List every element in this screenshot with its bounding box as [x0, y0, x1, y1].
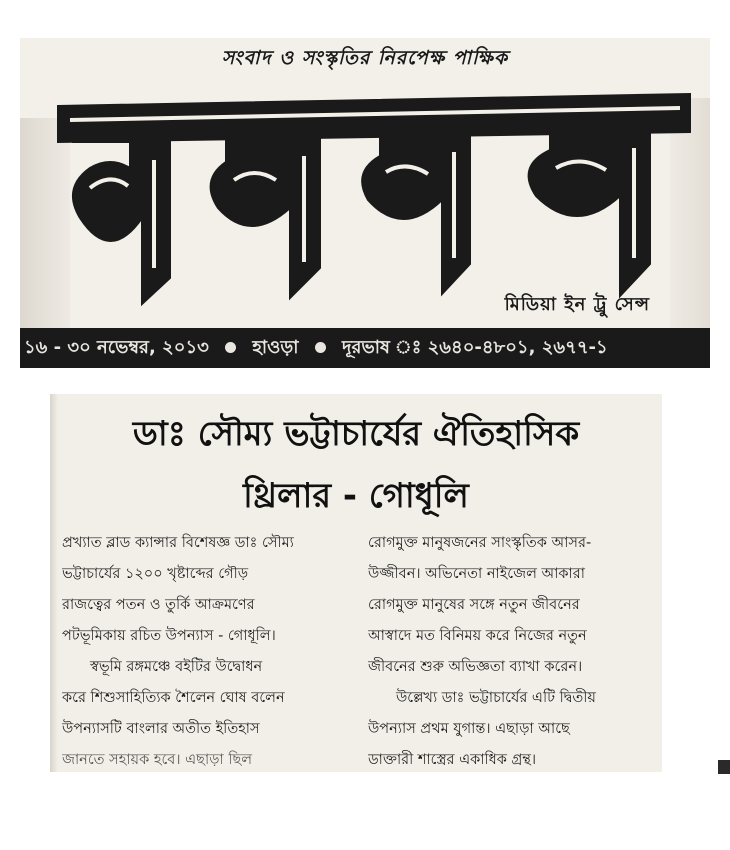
article-line: রোগমুক্ত মানুষের সঙ্গে নতুন জীবনের: [368, 597, 580, 613]
article-line: ডাক্তারী শাস্ত্রের একাধিক গ্রন্থ।: [368, 752, 537, 768]
article-line: উজ্জীবন। অভিনেতা নাইজেল আকারা: [368, 566, 585, 582]
masthead-subtagline: মিডিয়া ইন ট্রু সেন্স: [504, 294, 650, 315]
dateline-band: [20, 328, 710, 368]
article-column-left: [62, 528, 344, 772]
article-line: রাজত্বের পতন ও তুর্কি আক্রমণের: [62, 597, 255, 613]
article-headline-line-2: থ্রিলার - গোধূলি: [243, 476, 469, 516]
article-line: উল্লেখ্য ডাঃ ভট্টাচার্যের এটি দ্বিতীয়: [396, 690, 596, 706]
article-line: উপন্যাস প্রথম যুগান্ত। এছাড়া আছে: [368, 721, 570, 737]
article-clipping: [50, 394, 662, 772]
masthead-clipping: [20, 38, 710, 368]
newspaper-logo: [50, 68, 700, 308]
bullet-icon: [225, 342, 236, 353]
article-line: জীবনের শুরু অভিজ্ঞতা ব্যাখা করেন।: [368, 659, 583, 675]
issue-phone: দূরভাষ ঃ ২৬৪০-৪৮০১, ২৬৭৭-১: [341, 337, 608, 358]
article-line: জানতে সহায়ক হবে। এছাড়া ছিল: [62, 752, 253, 768]
scan-edge-mark: [718, 760, 730, 774]
masthead-tagline: সংবাদ ও সংস্কৃতির নিরপেক্ষ পাক্ষিক: [221, 47, 509, 69]
article-line: করে শিশুসাহিত্যিক শৈলেন ঘোষ বলেন: [62, 690, 285, 706]
issue-place: হাওড়া: [252, 337, 299, 358]
article-column-right: [368, 528, 650, 772]
article-line: স্বভূমি রঙ্গমঞ্চে বইটির উদ্বোধন: [90, 659, 263, 675]
article-line: আস্বাদে মত বিনিময় করে নিজের নতুন: [368, 628, 587, 644]
article-headline-line-1: ডাঃ সৌম্য ভট্টাচার্যের ঐতিহাসিক: [132, 414, 580, 454]
bullet-icon: [315, 342, 326, 353]
logo-graphic: [50, 68, 700, 308]
article-line: রোগমুক্ত মানুষজনের সাংস্কৃতিক আসর-: [368, 535, 592, 551]
article-line: উপন্যাসটি বাংলার অতীত ইতিহাস: [62, 721, 260, 737]
article-line: ভট্টাচার্যের ১২০০ খৃষ্টাব্দের গৌড়: [62, 566, 249, 582]
article-line: পটভূমিকায় রচিত উপন্যাস - গোধূলি।: [62, 628, 276, 644]
issue-date: ১৬ - ৩০ নভেম্বর, ২০১৩: [24, 337, 209, 358]
article-line: প্রখ্যাত ব্লাড ক্যান্সার বিশেষজ্ঞ ডাঃ সৌম্য: [62, 535, 294, 551]
